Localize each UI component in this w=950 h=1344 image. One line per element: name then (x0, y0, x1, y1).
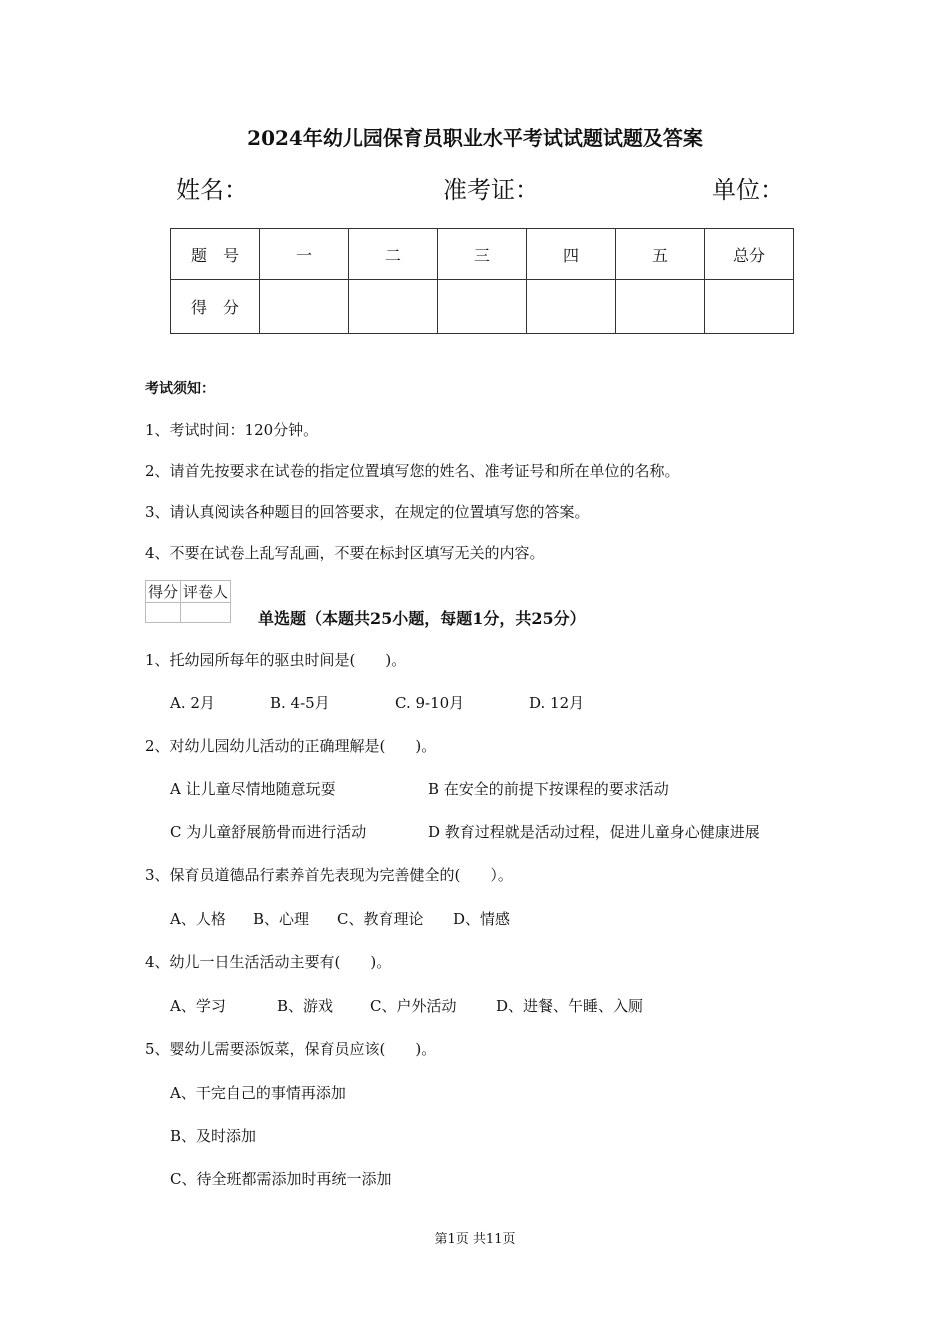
score-cell (260, 280, 349, 334)
score-header-cell: 五 (616, 229, 705, 280)
score-header-cell: 四 (527, 229, 616, 280)
grader-name-label: 评卷人 (181, 581, 231, 603)
score-table-score-row (171, 280, 794, 334)
question-option: B、游戏 (277, 997, 334, 1015)
document-title: 2024年幼儿园保育员职业水平考试试题试题及答案 (247, 126, 703, 150)
notice-heading: 考试须知： (145, 381, 215, 397)
score-cell (616, 280, 705, 334)
score-cell (705, 280, 794, 334)
section-title: 单选题（本题共25小题，每题1分，共25分） (258, 609, 586, 628)
question-stem: 1、托幼园所每年的驱虫时间是( )。 (145, 651, 407, 669)
score-table-header-row (171, 229, 794, 280)
score-cell (438, 280, 527, 334)
grader-score-label: 得分 (146, 581, 181, 603)
question-option: B、心理 (253, 910, 310, 928)
unit-label: 单位： (712, 176, 784, 204)
question-option: C、待全班都需添加时再统一添加 (170, 1170, 392, 1188)
score-header-cell: 题 号 (171, 229, 260, 280)
question-option: A、干完自己的事情再添加 (170, 1084, 346, 1102)
exam-id-label: 准考证： (443, 176, 539, 204)
name-label: 姓名： (176, 176, 248, 204)
score-cell (527, 280, 616, 334)
grader-name-cell (181, 603, 231, 623)
notice-item: 1、考试时间：120分钟。 (145, 421, 319, 439)
question-option: D、情感 (453, 910, 511, 928)
score-header-cell: 一 (260, 229, 349, 280)
score-header-cell: 二 (349, 229, 438, 280)
question-option: D、进餐、午睡、入厕 (496, 997, 644, 1015)
score-table (170, 228, 794, 334)
question-option: C. 9-10月 (395, 694, 465, 712)
question-option: D. 12月 (529, 694, 585, 712)
notice-item: 4、不要在试卷上乱写乱画，不要在标封区填写无关的内容。 (145, 544, 545, 562)
question-option: B 在安全的前提下按课程的要求活动 (428, 780, 669, 798)
question-stem: 5、婴幼儿需要添饭菜，保育员应该( )。 (145, 1040, 437, 1058)
question-option: A、学习 (170, 997, 226, 1015)
question-stem: 3、保育员道德品行素养首先表现为完善健全的( ）。 (145, 866, 513, 884)
score-cell (349, 280, 438, 334)
question-option: A. 2月 (170, 694, 215, 712)
grader-box (145, 580, 231, 623)
score-header-cell: 总分 (705, 229, 794, 280)
question-option: B、及时添加 (170, 1127, 257, 1145)
question-stem: 4、幼儿一日生活活动主要有( )。 (145, 953, 392, 971)
question-option: C 为儿童舒展筋骨而进行活动 (170, 823, 367, 841)
question-option: C、教育理论 (337, 910, 424, 928)
question-option: C、户外活动 (370, 997, 457, 1015)
notice-item: 3、请认真阅读各种题目的回答要求，在规定的位置填写您的答案。 (145, 503, 590, 521)
grader-score-cell (146, 603, 181, 623)
question-option: A、人格 (170, 910, 226, 928)
score-header-cell: 三 (438, 229, 527, 280)
score-row-label: 得 分 (171, 280, 260, 334)
question-option: A 让儿童尽情地随意玩耍 (170, 780, 336, 798)
question-option: D 教育过程就是活动过程，促进儿童身心健康进展 (428, 823, 760, 841)
question-stem: 2、对幼儿园幼儿活动的正确理解是( )。 (145, 737, 437, 755)
notice-item: 2、请首先按要求在试卷的指定位置填写您的姓名、准考证号和所在单位的名称。 (145, 462, 680, 480)
question-option: B. 4-5月 (270, 694, 330, 712)
page-footer: 第1页 共11页 (434, 1232, 516, 1247)
